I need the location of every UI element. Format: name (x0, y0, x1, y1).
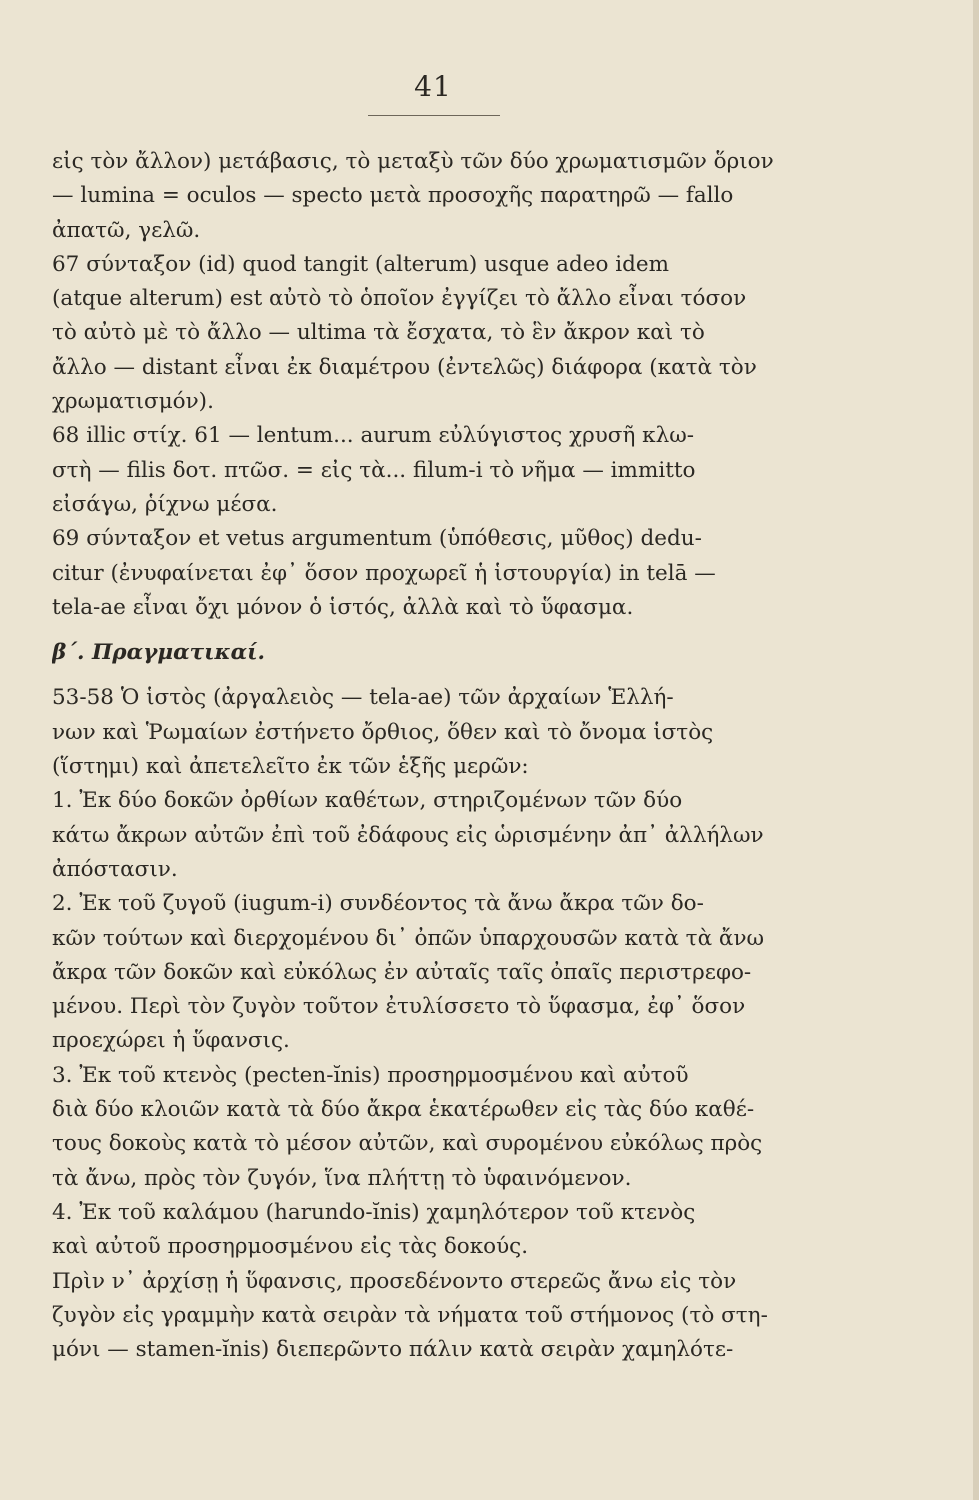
text-line: τὸ αὐτὸ μὲ τὸ ἄλλο — ultima τὰ ἔσχατα, τὸ ἓν ἄκρον καὶ τὸ (52, 320, 705, 346)
section-gap (52, 625, 812, 636)
text-line: (atque alterum) est αὐτὸ τὸ ὁποῖον ἐγγίζει τὸ ἄλλο εἶναι τόσον (52, 286, 747, 312)
text-line: 4. Ἐκ τοῦ καλάμου (harundo-ĭnis) χαμηλότερον τοῦ κτενὸς (52, 1199, 696, 1225)
text-line: μένου. Περὶ τὸν ζυγὸν τοῦτον ἐτυλίσσετο τὸ ὕφασμα, ἐφ᾽ ὅσον (52, 994, 746, 1020)
text-line: 68 illic στίχ. 61 — lentum... aurum εὐλύγιστος χρυσῆ κλω- (52, 423, 695, 449)
text-line: τους δοκοὺς κατὰ τὸ μέσον αὐτῶν, καὶ συρομένου εὐκόλως πρὸς (52, 1131, 763, 1157)
text-line: — lumina = oculos — specto μετὰ προσοχῆς παρατηρῶ — fallo (52, 183, 734, 209)
page-number: 41 (414, 70, 452, 103)
text-line: ἀπατῶ, γελῶ. (52, 217, 201, 243)
header-rule (368, 115, 500, 116)
text-line: μόνι — stamen-ĭnis) διεπερῶντο πάλιν κατὰ σειρὰν χαμηλότε- (52, 1337, 734, 1363)
page-edge (973, 0, 979, 1500)
text-line: χρωματισμόν). (52, 389, 214, 415)
text-line: 67 σύνταξον (id) quod tangit (alterum) usque adeo idem (52, 251, 669, 277)
text-line: tela-ae εἶναι ὄχι μόνον ὁ ἱστός, ἀλλὰ καὶ τὸ ὕφασμα. (52, 594, 634, 620)
text-line: 69 σύνταξον et vetus argumentum (ὑπόθεσις, μῦθος) dedu- (52, 526, 702, 552)
text-line: 3. Ἐκ τοῦ κτενὸς (pecten-ĭnis) προσηρμοσμένου καὶ αὐτοῦ (52, 1062, 689, 1088)
text-line: 53-58 Ὁ ἱστὸς (ἀργαλειὸς — tela-ae) τῶν ἀρχαίων Ἑλλή- (52, 685, 674, 711)
text-line: νων καὶ Ῥωμαίων ἐστήνετο ὄρθιος, ὅθεν καὶ τὸ ὄνομα ἱστὸς (52, 719, 714, 745)
text-line: εἰς τὸν ἄλλον) μετάβασις, τὸ μεταξὺ τῶν δύο χρωματισμῶν ὅριον (52, 149, 774, 174)
text-line: citur (ἐνυφαίνεται ἐφ᾽ ὅσον προχωρεῖ ἡ ἱστουργία) in telā — (52, 560, 716, 586)
text-line: ἄκρα τῶν δοκῶν καὶ εὐκόλως ἐν αὐταῖς ταῖς ὀπαῖς περιστρεφο- (52, 959, 752, 985)
section-gap (52, 670, 812, 681)
text-line: προεχώρει ἡ ὕφανσις. (52, 1028, 290, 1054)
text-line: Πρὶν ν᾽ ἀρχίσῃ ἡ ὕφανσις, προσεδένοντο στερεῶς ἄνω εἰς τὸν (52, 1268, 737, 1294)
text-line: καὶ αὐτοῦ προσηρμοσμένου εἰς τὰς δοκούς. (52, 1234, 529, 1260)
text-line: διὰ δύο κλοιῶν κατὰ τὰ δύο ἄκρα ἑκατέρωθεν εἰς τὰς δύο καθέ- (52, 1097, 755, 1123)
text-line: τὰ ἄνω, πρὸς τὸν ζυγόν, ἵνα πλήττῃ τὸ ὑφαινόμενον. (52, 1165, 632, 1191)
text-line: 2. Ἐκ τοῦ ζυγοῦ (iugum-i) συνδέοντος τὰ ἄνω ἄκρα τῶν δο- (52, 891, 704, 917)
text-line: εἰσάγω, ῥίχνω μέσα. (52, 491, 278, 517)
text-line: ἀπόστασιν. (52, 856, 178, 882)
text-line: κῶν τούτων καὶ διερχομένου δι᾽ ὀπῶν ὑπαρχουσῶν κατὰ τὰ ἄνω (52, 925, 765, 951)
text-line: κάτω ἄκρων αὐτῶν ἐπὶ τοῦ ἐδάφους εἰς ὡρισμένην ἀπ᾽ ἀλλήλων (52, 822, 764, 848)
text-line: ζυγὸν εἰς γραμμὴν κατὰ σειρὰν τὰ νήματα τοῦ στήμονος (τὸ στη- (52, 1302, 768, 1328)
text-line: στὴ — filis δοτ. πτῶσ. = εἰς τὰ... filum-i τὸ νῆμα — immitto (52, 457, 696, 483)
text-line: (ἵστημι) καὶ ἀπετελεῖτο ἐκ τῶν ἑξῆς μερῶν: (52, 754, 529, 780)
section-heading: β΄. Πραγματικαί. (52, 640, 266, 666)
text-line: ἄλλο — distant εἶναι ἐκ διαμέτρου (ἐντελῶς) διάφορα (κατὰ τὸν (52, 354, 757, 380)
body-text (52, 145, 812, 1367)
text-line: 1. Ἐκ δύο δοκῶν ὀρθίων καθέτων, στηριζομένων τῶν δύο (52, 788, 683, 814)
